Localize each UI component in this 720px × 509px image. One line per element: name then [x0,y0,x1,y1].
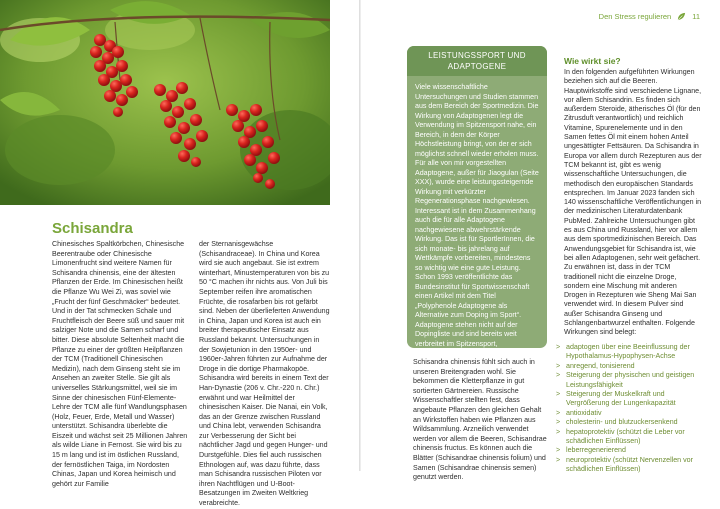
list-item [556,446,706,455]
list-item [556,409,706,418]
list-item-text: hepatoprotektiv (schützt die Leber vor schädlichen Einflüssen) [566,427,685,446]
page-number: 11 [692,12,700,21]
text-column-2 [199,240,331,509]
list-item [556,343,706,362]
effects-list [556,343,706,475]
running-title: Den Stress regulieren [598,12,672,21]
arrow-icon: > [556,361,561,370]
list-item [556,362,706,371]
list-item [556,428,706,447]
list-item-text: Steigerung der physischen und geistigen Leistungsfähigkeit [566,371,695,389]
list-item [556,371,706,390]
info-box-text: Viele wissenschaftliche Untersuchungen und Studien stammen aus dem Bereich der Sportmedizin. Die Wirkung von Adaptogenen legt die Verwendung im Spitzensport nahe, ein Bereich, in dem der Körper Höchstleistung bringt, von der er sich möglichst schnell wieder erholen muss. Für alle von mir vorgestellten Adaptogene, außer für Jiaogulan (Seite XXX), wurde eine leistungssteigernde Wirkung mit verkürzter Regenerationsphase nachgewiesen. Interessant ist in dem Zusammenhang auch die für alle Adaptogene nachgewiesene abwehrstärkende Wirkung. Das ist für SportlerInnen, die sich monate- bis jahrelang auf Wettkämpfe vorbereiten, mindestens so wichtig wie eine gute Leistung. Schon 1993 veröffentlichte das Bundesinstitut für Sportwissenschaft einen Artikel mit dem Titel „Polyphenole Adaptogene als Alternative zum Doping im Sport“. Adaptogene stehen nicht auf der Dopingliste und sind bereits weit verbreitet im Spitzensport, [415,83,539,348]
list-item-text: neuroprotektiv (schützt Nervenzellen vor schädlichen Einflüssen) [566,455,693,474]
arrow-icon: > [556,455,561,464]
arrow-icon: > [556,390,561,399]
arrow-icon: > [556,427,561,436]
list-item-text: cholesterin- und blutzuckersenkend [566,418,678,427]
body-paragraph: Chinesisches Spaltkörbchen, Chinesische Beerentraube oder Chinesische Limonenfrucht sind weitere Namen für Schisandra chinensis, eine der ältesten Pflanzen der Erde. Im Chinesischen heißt die Pflanze Wu Wei Zi, was soviel wie „Frucht der fünf Geschmäcker“ bedeutet. Und in der Tat schmecken Schale und Fruchtfleisch der Beere süß und sauer mit salziger Note und die Samen scharf und bitter. Diese absolute Seltenheit macht die Pflanze zu einer der größten Heilpflanzen der TCM (Traditionell Chinesischen Medizin), nach dem Ginseng steht sie im Ansehen an zweiter Stelle. Sie gilt als universelles Stärkungsmittel, weil sie im Sinne der chinesischen Fünf-Elemente-Lehre der TCM alle fünf Wandlungsphasen (Holz, Feuer, Erde, Metall und Wasser) unterstützt. Schisandra überlebte die Eiszeit und wächst seit 25 Millionen Jahren als wilde Liane in Fernost. Sie wird bis zu 15 m lang und ist im östlichen Russland, der fernöstlichen Taiga, im Nordosten Chinas, Japan und Korea heimisch und gehört zur Familie [52,240,188,488]
section-title: Wie wirkt sie? [564,56,621,66]
list-item-text: leberregenerierend [566,446,626,455]
list-item-text: antioxidativ [566,408,602,417]
body-paragraph: der Sternanisgewächse (Schisandraceae). In China und Korea wird sie auch angebaut. Sie ist extrem winterhart, Minustemperaturen von bis zu 50 °C machen ihr nichts aus. Von Juli bis September reifen ihre aromatischen Früchte, die rosafarben bis rot gefärbt sind. Neben der überlieferten Anwendung in China, Japan und Korea ist auch ein breiter therapeutischer Einsatz aus Russland bekannt. Untersuchungen in der Sowjetunion in den 1950er- und 1960er-Jahren führten zur Aufnahme der Droge in die dortige Pharmakopöe. Schisandra wird bereits in einem Text der Han-Dynastie (206 v. Chr.-220 n. Chr.) erwähnt und war Heilmittel der chinesischen Kaiser. Die Nanai, ein Volk, das an der Grenze zwischen Russland und China lebt, verwenden Schisandra zur Verbesserung der Sicht bei nächtlicher Jagd und gegen Hunger- und Durstgefühle. Dies fiel auch russischen Ethnologen auf, was dazu führte, dass man Schisandra russischen Piloten vor ihren Nachtflügen und U-Boot-Besatzungen im Zweiten Weltkrieg verabreichte. [199,240,330,508]
text-column-1 [52,240,188,489]
arrow-icon: > [556,343,561,351]
arrow-icon: > [556,418,561,427]
list-item [556,418,706,427]
page-title: Schisandra [52,220,133,237]
arrow-icon: > [556,446,561,455]
leaf-icon [677,12,686,21]
list-item-text: Steigerung der Muskelkraft und Vergrößerung der Lungenkapazität [566,390,676,408]
list-item-text: adaptogen über eine Beeinflussung der Hypothalamus-Hypophysen-Achse [566,343,690,361]
body-paragraph: In den folgenden aufgeführten Wirkungen beziehen sich auf die Beeren. Hauptwirkstoffe sind verschiedene Lignane, vor allem Schisandrin. Es finden sich außerdem Steroide, ätherisches Öl (für den Zitrusduft verantwortlich) und reichlich Vitamine, Spurenelemente und in den Samen fettes Öl mit einem hohen Anteil ungesättigter Fettsäuren. Da Schisandra in Europa vor allem durch Rezepturen aus der TCM bekannt ist, gibt es wenig wissenschaftliche Untersuchungen, die methodisch den europäischen Standards entsprechen. Im Januar 2023 fanden sich 140 wissenschaftliche Veröffentlichungen in der medizinischen Literaturdatenbank PubMed. Zahlreiche Untersuchungen gibt es aus China und Russland, hier vor allem aus dem sportmedizinischen Bereich. Das Anwendungsgebiet für Schisandra ist, wie bei allen Adaptogenen, sehr weit gefächert. Zu erwähnen ist, dass in der TCM traditionell nicht die einzelne Droge, sondern eine Mischung mit anderen Drogen in Rezepturen wie Sheng Mai San verwendet wird. In diesem Pulver sind außer Schisandra Ginseng und Schlangenbartwurzel enthalten. Folgende Wirkungen sind belegt: [564,68,702,337]
running-header [599,12,700,21]
info-box-heading-line: ADAPTOGENE [447,62,507,71]
berries-illustration [0,0,330,205]
text-column-4 [564,68,702,338]
arrow-icon: > [556,408,561,417]
info-box-sport [407,46,547,348]
list-item [556,390,706,409]
page-gutter [359,0,361,471]
list-item [556,456,706,475]
info-box-heading-line: LEISTUNGSSPORT UND [428,51,526,60]
list-item-text: anregend, tonisierend [566,361,635,370]
info-box-heading [407,46,547,76]
schisandra-photo [0,0,330,205]
text-column-3: Schisandra chinensis fühlt sich auch in unseren Breitengraden wohl. Sie bekommen die Kletterpflanze in gut sortierten Gärtnereien. Russische Wissenschaftler stellten fest, dass angebaute Pflanzen den gleichen Gehalt an Wirkstoffen haben wie Pflanzen aus Wildsammlung. Arzneilich verwendet werden vor allem die Beeren, Schisandrae chinensis fructus. Es können auch die Blätter (Schisandrae chinensis folium) und Samen (Schisandrae chinensis semen) genutzt werden. [413,358,547,482]
arrow-icon: > [556,371,561,380]
info-box-body [407,76,547,348]
